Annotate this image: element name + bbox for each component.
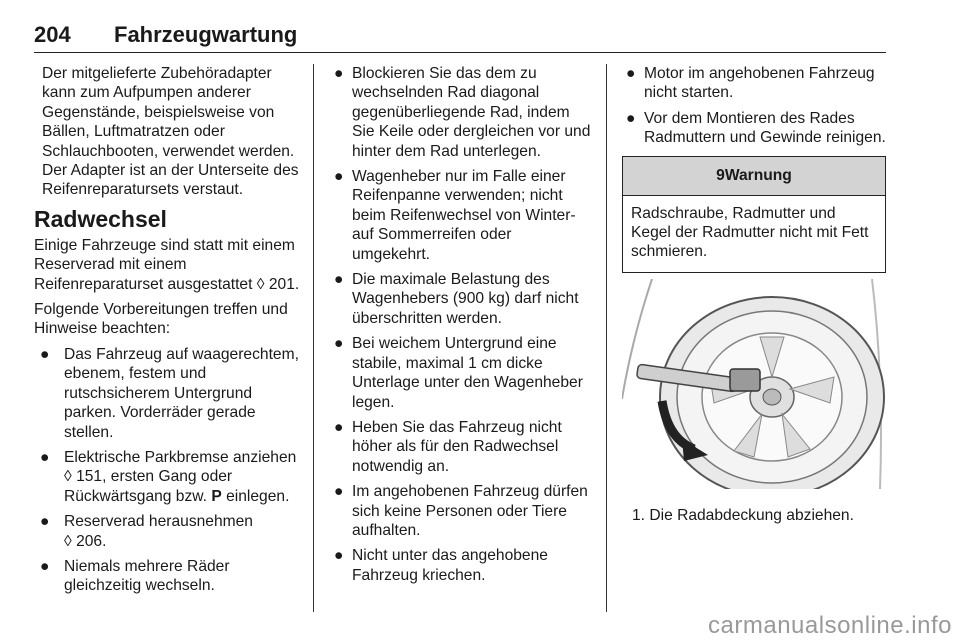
list-item-text: Im angehobenen Fahrzeug dürfen sich keine Personen oder Tiere aufhalten. [352,483,588,539]
bullet-icon: ● [334,483,344,501]
list-item-text: Die maximale Belastung des Wagenhebers (900 kg) darf nicht überschritten werden. [352,271,579,327]
intro-paragraph: Der mitgelieferte Zubehöradapter kann zum Aufpumpen anderer Gegenstände, beispielsweise von Bällen, Luftmatratzen oder Schlauchbooten, verwendet werden. Der Adapter ist an der Unterseite des Reifenreparatursets verstaut. [42,65,299,199]
column-3 [622,64,886,526]
bullet-icon: ● [40,513,50,531]
column-1 [34,64,302,602]
list-item [330,334,592,412]
gear-label: P [211,487,222,505]
paragraph-text: Einige Fahrzeuge sind statt mit einem Reserverad mit einem Reifenreparaturset ausgestattet [34,236,295,293]
paragraph [34,236,302,294]
bullet-icon: ● [40,448,50,466]
list-item [330,418,592,476]
list-item-text: einlegen. [226,487,290,505]
bullet-list [34,345,302,596]
page-ref-link[interactable]: 151, [76,468,107,486]
wheel-wrench-head [730,369,760,391]
bullet-icon: ● [334,547,344,565]
page-ref-icon: ◊ [64,468,72,486]
list-item-text: Motor im angehobenen Fahrzeug nicht starten. [644,65,875,102]
list-item-text: ersten Gang oder Rückwärtsgang bzw. [64,468,233,505]
list-item-text: Bei weichem Untergrund eine stabile, maximal 1 cm dicke Unterlage unter den Wagenheber legen. [352,335,583,411]
list-item [330,270,592,328]
list-item-text: Elektrische Parkbremse anziehen [64,448,297,466]
column-divider [313,64,314,612]
bullet-icon: ● [334,271,344,289]
page-ref-icon: ◊ [64,532,72,550]
list-item-text: Nicht unter das angehobene Fahrzeug kriechen. [352,547,548,584]
page-title: Fahrzeugwartung [114,22,298,47]
list-item [622,64,886,103]
figure-caption: 1. Die Radabdeckung abziehen. [632,507,854,525]
list-item [330,64,592,161]
wheel-cover-illustration [622,279,886,489]
warning-icon: 9 [716,166,725,184]
bullet-icon: ● [626,109,636,127]
warning-text: Radschraube, Radmutter und Kegel der Radmutter nicht mit Fett schmieren. [631,204,869,261]
list-item [34,448,302,506]
watermark: carmanualsonline.info [708,612,952,639]
bullet-list [622,64,886,148]
warning-title: Warnung [724,166,792,184]
page-header [34,18,886,53]
column-divider [606,64,607,612]
bullet-icon: ● [334,65,344,82]
list-item-text: Niemals mehrere Räder gleichzeitig wechseln. [64,557,230,595]
warning-header [623,157,885,196]
list-item [34,557,302,596]
section-heading: Radwechsel [34,205,167,232]
page-ref-icon: ◊ [256,275,265,293]
bullet-icon: ● [334,418,344,436]
list-item [330,167,592,264]
bullet-icon: ● [334,168,344,186]
list-item [622,109,886,148]
bullet-icon: ● [626,65,636,82]
list-item-text: Vor dem Montieren des Rades Radmuttern und Gewinde reinigen. [644,109,886,147]
paragraph: Folgende Vorbereitungen treffen und Hinweise beachten: [34,301,288,338]
page-ref-link[interactable]: 201. [268,275,300,293]
list-item-text: Wagenheber nur im Falle einer Reifenpanne verwenden; nicht beim Reifenwechsel von Winter- auf Sommerreifen oder umgekehrt. [352,168,576,263]
list-item-text: Das Fahrzeug auf waagerechtem, ebenem, festem und rutschsicherem Untergrund parken. Vorderräder gerade stellen. [64,345,299,441]
page-number: 204 [34,22,71,47]
bullet-list [330,64,592,585]
list-item-text: Reserverad herausnehmen [64,513,253,531]
list-item [330,546,592,585]
bullet-icon: ● [40,345,50,363]
bullet-icon: ● [334,335,344,353]
warning-box [622,156,886,273]
list-item-text: Heben Sie das Fahrzeug nicht höher als für den Radwechsel notwendig an. [352,418,562,475]
bullet-icon: ● [40,557,50,575]
list-item [34,512,302,551]
page-ref-link[interactable]: 206. [76,532,107,550]
list-item-text: Blockieren Sie das dem zu wechselnden Rad diagonal gegenüberliegende Rad, indem Sie Keile oder dergleichen vor und hinter dem Rad unterlegen. [352,65,591,160]
list-item [34,345,302,442]
column-2 [330,64,592,591]
list-item [330,482,592,540]
wheel-center-cap [763,389,781,405]
